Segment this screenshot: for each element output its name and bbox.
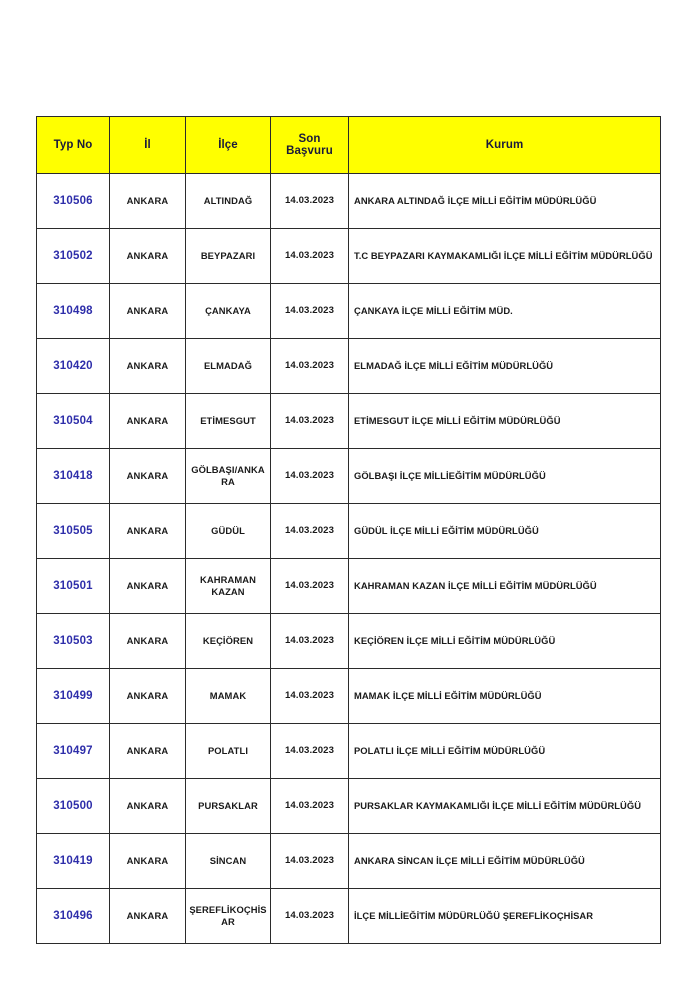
cell-il: ANKARA bbox=[110, 889, 186, 944]
cell-kurum: ÇANKAYA İLÇE MİLLİ EĞİTİM MÜD. bbox=[349, 284, 661, 339]
table-row bbox=[37, 449, 661, 504]
cell-ilce: GÖLBAŞI/ANKARA bbox=[186, 449, 271, 504]
cell-il: ANKARA bbox=[110, 339, 186, 394]
cell-son-basvuru: 14.03.2023 bbox=[271, 449, 349, 504]
cell-il: ANKARA bbox=[110, 229, 186, 284]
cell-il: ANKARA bbox=[110, 284, 186, 339]
cell-typ-no[interactable]: 310500 bbox=[37, 779, 110, 834]
cell-son-basvuru: 14.03.2023 bbox=[271, 779, 349, 834]
cell-il: ANKARA bbox=[110, 614, 186, 669]
cell-typ-no[interactable]: 310496 bbox=[37, 889, 110, 944]
cell-ilce: ETİMESGUT bbox=[186, 394, 271, 449]
cell-son-basvuru: 14.03.2023 bbox=[271, 394, 349, 449]
cell-kurum: KAHRAMAN KAZAN İLÇE MİLLİ EĞİTİM MÜDÜRLÜĞÜ bbox=[349, 559, 661, 614]
listing-table-container bbox=[36, 116, 660, 944]
cell-il: ANKARA bbox=[110, 394, 186, 449]
table-header bbox=[37, 117, 661, 174]
cell-ilce: ELMADAĞ bbox=[186, 339, 271, 394]
cell-kurum: GÜDÜL İLÇE MİLLİ EĞİTİM MÜDÜRLÜĞÜ bbox=[349, 504, 661, 559]
cell-ilce: BEYPAZARI bbox=[186, 229, 271, 284]
cell-ilce: GÜDÜL bbox=[186, 504, 271, 559]
cell-son-basvuru: 14.03.2023 bbox=[271, 614, 349, 669]
column-header-il: İl bbox=[110, 117, 186, 174]
cell-kurum: ELMADAĞ İLÇE MİLLİ EĞİTİM MÜDÜRLÜĞÜ bbox=[349, 339, 661, 394]
cell-typ-no[interactable]: 310497 bbox=[37, 724, 110, 779]
table-row bbox=[37, 614, 661, 669]
cell-son-basvuru: 14.03.2023 bbox=[271, 669, 349, 724]
cell-ilce: ÇANKAYA bbox=[186, 284, 271, 339]
cell-ilce: KAHRAMAN KAZAN bbox=[186, 559, 271, 614]
table-row bbox=[37, 669, 661, 724]
cell-ilce: POLATLI bbox=[186, 724, 271, 779]
cell-kurum: ANKARA SİNCAN İLÇE MİLLİ EĞİTİM MÜDÜRLÜĞÜ bbox=[349, 834, 661, 889]
table-row bbox=[37, 394, 661, 449]
cell-ilce: KEÇİÖREN bbox=[186, 614, 271, 669]
cell-il: ANKARA bbox=[110, 559, 186, 614]
cell-typ-no[interactable]: 310503 bbox=[37, 614, 110, 669]
cell-kurum: T.C BEYPAZARI KAYMAKAMLIĞI İLÇE MİLLİ EĞİTİM MÜDÜRLÜĞÜ bbox=[349, 229, 661, 284]
cell-kurum: POLATLI İLÇE MİLLİ EĞİTİM MÜDÜRLÜĞÜ bbox=[349, 724, 661, 779]
cell-typ-no[interactable]: 310504 bbox=[37, 394, 110, 449]
cell-typ-no[interactable]: 310498 bbox=[37, 284, 110, 339]
table-row bbox=[37, 779, 661, 834]
cell-son-basvuru: 14.03.2023 bbox=[271, 504, 349, 559]
cell-ilce: SİNCAN bbox=[186, 834, 271, 889]
column-header-kurum: Kurum bbox=[349, 117, 661, 174]
table-row bbox=[37, 339, 661, 394]
cell-ilce: PURSAKLAR bbox=[186, 779, 271, 834]
cell-son-basvuru: 14.03.2023 bbox=[271, 889, 349, 944]
cell-kurum: KEÇİÖREN İLÇE MİLLİ EĞİTİM MÜDÜRLÜĞÜ bbox=[349, 614, 661, 669]
cell-kurum: ETİMESGUT İLÇE MİLLİ EĞİTİM MÜDÜRLÜĞÜ bbox=[349, 394, 661, 449]
cell-son-basvuru: 14.03.2023 bbox=[271, 559, 349, 614]
cell-il: ANKARA bbox=[110, 724, 186, 779]
cell-typ-no[interactable]: 310506 bbox=[37, 174, 110, 229]
column-header-typ-no: Typ No bbox=[37, 117, 110, 174]
table-header-row bbox=[37, 117, 661, 174]
cell-il: ANKARA bbox=[110, 449, 186, 504]
cell-ilce: MAMAK bbox=[186, 669, 271, 724]
cell-typ-no[interactable]: 310419 bbox=[37, 834, 110, 889]
cell-typ-no[interactable]: 310499 bbox=[37, 669, 110, 724]
table-row bbox=[37, 174, 661, 229]
cell-son-basvuru: 14.03.2023 bbox=[271, 284, 349, 339]
column-header-ilce: İlçe bbox=[186, 117, 271, 174]
cell-typ-no[interactable]: 310418 bbox=[37, 449, 110, 504]
column-header-son-basvuru: Son Başvuru bbox=[271, 117, 349, 174]
cell-kurum: PURSAKLAR KAYMAKAMLIĞI İLÇE MİLLİ EĞİTİM MÜDÜRLÜĞÜ bbox=[349, 779, 661, 834]
cell-kurum: MAMAK İLÇE MİLLİ EĞİTİM MÜDÜRLÜĞÜ bbox=[349, 669, 661, 724]
table-row bbox=[37, 229, 661, 284]
cell-son-basvuru: 14.03.2023 bbox=[271, 724, 349, 779]
table-row bbox=[37, 284, 661, 339]
table-row bbox=[37, 834, 661, 889]
typ-no-listing-table bbox=[36, 116, 661, 944]
cell-kurum: İLÇE MİLLİEĞİTİM MÜDÜRLÜĞÜ ŞEREFLİKOÇHİSAR bbox=[349, 889, 661, 944]
cell-ilce: ALTINDAĞ bbox=[186, 174, 271, 229]
table-row bbox=[37, 889, 661, 944]
cell-typ-no[interactable]: 310505 bbox=[37, 504, 110, 559]
cell-il: ANKARA bbox=[110, 834, 186, 889]
cell-il: ANKARA bbox=[110, 669, 186, 724]
cell-kurum: GÖLBAŞI İLÇE MİLLİEĞİTİM MÜDÜRLÜĞÜ bbox=[349, 449, 661, 504]
table-row bbox=[37, 559, 661, 614]
cell-son-basvuru: 14.03.2023 bbox=[271, 339, 349, 394]
cell-son-basvuru: 14.03.2023 bbox=[271, 229, 349, 284]
cell-typ-no[interactable]: 310501 bbox=[37, 559, 110, 614]
cell-typ-no[interactable]: 310420 bbox=[37, 339, 110, 394]
cell-il: ANKARA bbox=[110, 504, 186, 559]
cell-son-basvuru: 14.03.2023 bbox=[271, 174, 349, 229]
cell-ilce: ŞEREFLİKOÇHİSAR bbox=[186, 889, 271, 944]
cell-il: ANKARA bbox=[110, 174, 186, 229]
table-body bbox=[37, 174, 661, 944]
cell-typ-no[interactable]: 310502 bbox=[37, 229, 110, 284]
cell-il: ANKARA bbox=[110, 779, 186, 834]
cell-kurum: ANKARA ALTINDAĞ İLÇE MİLLİ EĞİTİM MÜDÜRLÜĞÜ bbox=[349, 174, 661, 229]
cell-son-basvuru: 14.03.2023 bbox=[271, 834, 349, 889]
table-row bbox=[37, 504, 661, 559]
table-row bbox=[37, 724, 661, 779]
